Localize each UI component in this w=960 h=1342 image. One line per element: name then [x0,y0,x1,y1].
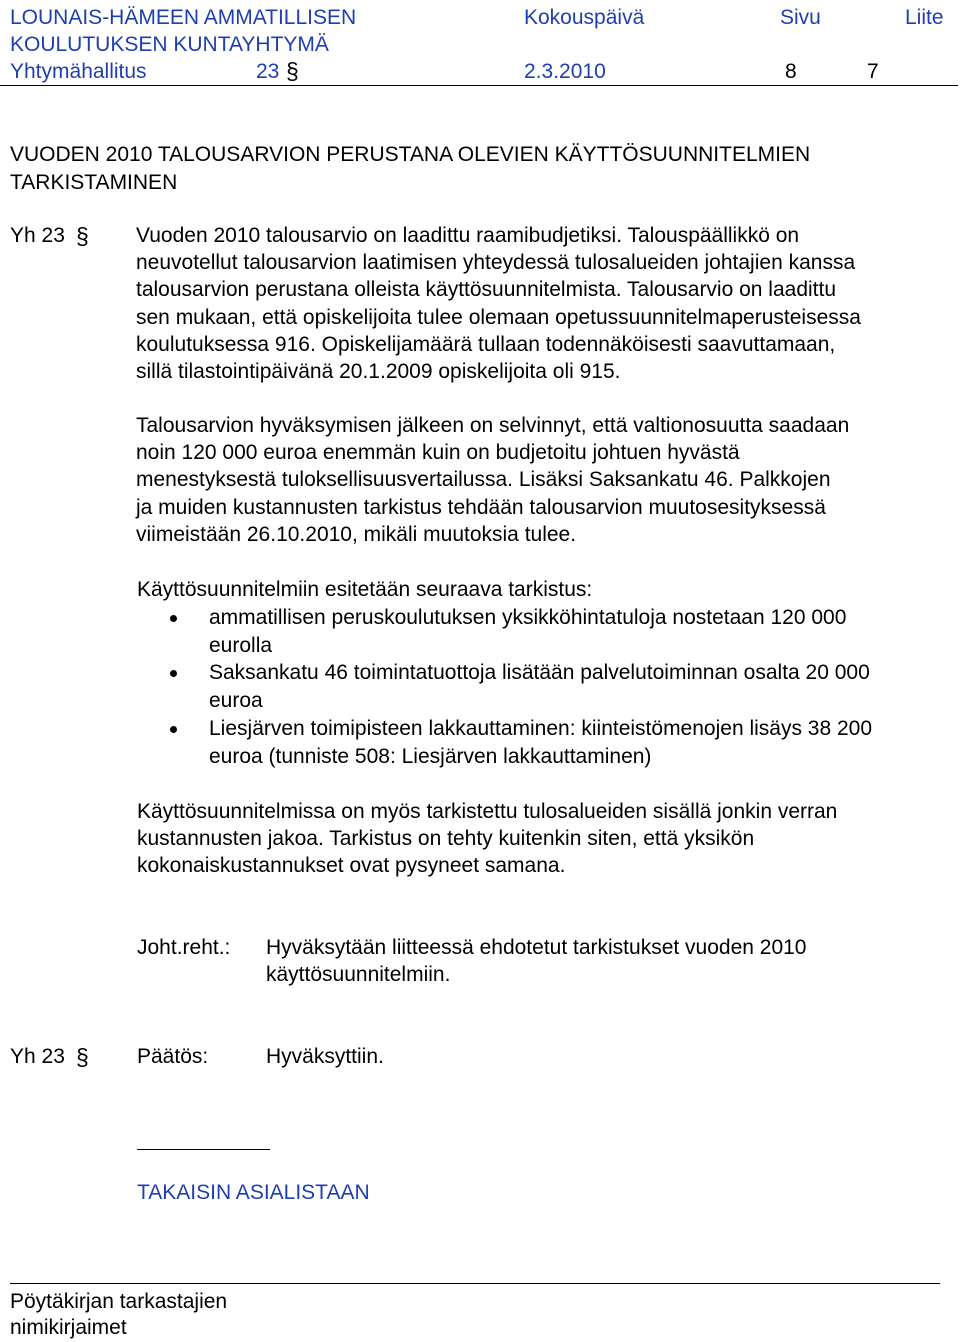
attachment-number: 7 [867,60,879,83]
paragraph-line: sillä tilastointipäivänä 20.1.2009 opiskelijoita oli 915. [136,360,621,384]
header-col-page: Sivu [780,6,821,29]
paragraph-line: talousarvion perustana olleista käyttösuunnitelmista. Talousarvio on laadittu [136,278,837,302]
paragraph-line: sen mukaan, että opiskelijoita tulee olemaan opetussuunnitelmaperusteisessa [136,305,861,329]
section-symbol-icon: § [286,58,299,84]
list-intro: Käyttösuunnitelmiin esitetään seuraava tarkistus: [137,578,593,601]
bullet-dot-icon [170,670,177,677]
title-line2: TARKISTAMINEN [10,171,178,194]
org-name-line2: KOULUTUKSEN KUNTAYHTYMÄ [10,33,329,56]
list-item-line: Saksankatu 46 toimintatuottoja lisätään palvelutoiminnan osalta 20 000 [209,661,870,684]
list-item-line: eurolla [209,633,273,657]
paragraph-line: Talousarvion hyväksymisen jälkeen on selvinnyt, että valtionosuutta saadaan [136,414,850,437]
footer-reviewers-line1: Pöytäkirjan tarkastajien [10,1290,228,1313]
list-item-line: euroa (tunniste 508: Liesjärven lakkauttaminen) [209,744,652,768]
paragraph-line: noin 120 000 euroa enemmän kuin on budjetoitu johtuen hyvästä [136,441,740,465]
paragraph-cost-allocation [137,798,837,880]
paragraph-line: koulutuksessa 916. Opiskelijamäärä tullaan todennäköisesti saavuttamaan, [136,332,836,356]
meeting-date: 2.3.2010 [524,60,606,83]
paragraph-line: ja muiden kustannusten tarkistus tehdään talousarvion muutosesityksessä [136,495,826,519]
paragraph-budget-update [136,412,849,548]
decision-label: Päätös: [137,1045,209,1068]
footer-divider [10,1283,940,1284]
paragraph-line: kustannusten jakoa. Tarkistus on tehty kuitenkin siten, että yksikön [137,827,755,851]
proposal-label: Joht.reht.: [137,936,231,959]
list-item-line: Liesjärven toimipisteen lakkauttaminen: kiinteistömenojen lisäys 38 200 [209,717,873,740]
list-item [209,715,872,770]
footer-reviewers-line2: nimikirjaimet [10,1316,127,1339]
decision-section-label: Yh 23 [10,1045,65,1068]
list-item-line: euroa [209,688,263,712]
title-line1: VUODEN 2010 TALOUSARVION PERUSTANA OLEVIEN KÄYTTÖSUUNNITELMIEN [10,143,811,166]
header-section-number: 23 [256,60,280,83]
proposal-line: käyttösuunnitelmiin. [266,963,451,987]
section-label: Yh 23 [10,224,65,247]
list-item-line: ammatillisen peruskoulutuksen yksikköhintatuloja nostetaan 120 000 [209,606,847,629]
bullet-dot-icon [170,726,177,733]
header-col-meeting-date: Kokouspäivä [524,6,645,29]
proposal-text [266,934,806,988]
paragraph-line: menestyksestä tuloksellisuusvertailussa. Lisäksi Saksankatu 46. Palkkojen [136,468,831,492]
list-item [209,659,870,714]
paragraph-line: Vuoden 2010 talousarvio on laadittu raamibudjetiksi. Talouspäällikkö on [136,224,800,247]
paragraph-intro [136,222,861,385]
paragraph-line: Käyttösuunnitelmissa on myös tarkistettu tulosalueiden sisällä jonkin verran [137,800,838,823]
separator-line [137,1149,270,1150]
body-name: Yhtymähallitus [10,60,147,83]
decision-text: Hyväksyttiin. [266,1045,384,1068]
page-number: 8 [785,60,797,83]
paragraph-line: viimeistään 26.10.2010, mikäli muutoksia tulee. [136,522,577,546]
paragraph-line: neuvotellut talousarvion laatimisen yhteydessä tulosalueiden johtajien kanssa [136,251,856,275]
section-symbol-icon: § [76,1044,89,1070]
paragraph-line: kokonaiskustannukset ovat pysyneet samana. [137,854,566,878]
back-to-agenda-link[interactable]: TAKAISIN ASIALISTAAN [137,1181,370,1204]
bullet-dot-icon [170,615,177,622]
list-item [209,604,846,659]
proposal-line: Hyväksytään liitteessä ehdotetut tarkistukset vuoden 2010 [266,936,807,959]
section-symbol-icon: § [76,223,89,249]
org-name-line1: LOUNAIS-HÄMEEN AMMATILLISEN [10,6,357,29]
header-col-attachment: Liite [905,6,944,29]
header-divider [0,85,958,86]
